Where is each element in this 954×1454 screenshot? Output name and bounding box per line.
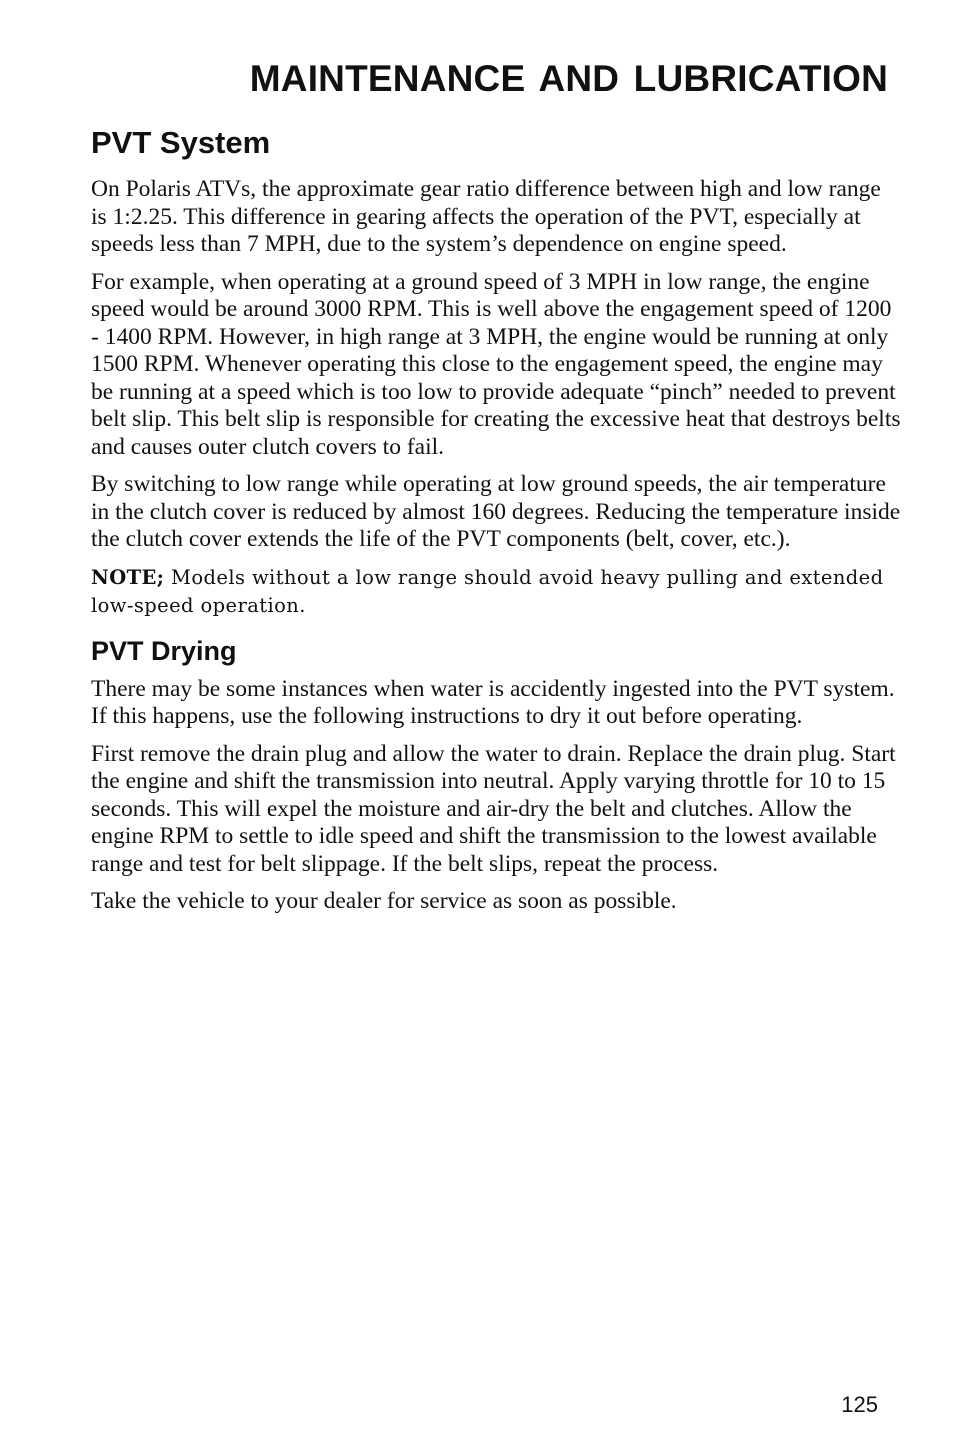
note-label: NOTE; xyxy=(91,565,165,589)
note-paragraph xyxy=(91,564,901,620)
note-body: Models without a low range should avoid heavy pulling and extended low-speed operation. xyxy=(91,565,884,617)
paragraph-drying-procedure: First remove the drain plug and allow the water to drain. Replace the drain plug. Start the engine and shift the transmission into neutral. Apply varying throttle for 10 to 15 seconds. This will expel the moisture and air-dry the belt and clutches. Allow the engine RPM to settle to idle speed and shift the transmission to the lowest available range and test for belt slippage. If the belt slips, repeat the process. xyxy=(91,740,896,877)
section-title-pvt-drying: PVT Drying xyxy=(91,635,237,666)
running-header-title: MAINTENANCE AND LUBRICATION xyxy=(249,58,888,99)
paragraph-low-range-benefit: By switching to low range while operating at low ground speeds, the air temperature in the clutch cover is reduced by almost 160 degrees. Reducing the temperature inside the clutch cover extends the life of the PVT components (belt, cover, etc.). xyxy=(91,471,901,552)
paragraph-example: For example, when operating at a ground speed of 3 MPH in low range, the engine speed would be around 3000 RPM. This is well above the engagement speed of 1200 - 1400 RPM. However, in high range at 3 MPH, the engine would be running at only 1500 RPM. Whenever operating this close to the engagement speed, the engine may be running at a speed which is too low to provide adequate “pinch” needed to prevent belt slip. This belt slip is responsible for creating the excessive heat that destroys belts and causes outer clutch covers to fail. xyxy=(91,268,901,460)
section-title-pvt-system: PVT System xyxy=(91,125,271,160)
section-pvt-drying xyxy=(91,634,901,916)
section-pvt-system xyxy=(91,122,901,620)
paragraph-gear-ratio: On Polaris ATVs, the approximate gear ratio difference between high and low range is 1:2.25. This difference in gearing affects the operation of the PVT, especially at speeds less than 7 MPH, due to the system’s dependence on engine speed. xyxy=(91,176,881,257)
page-number: 125 xyxy=(841,1392,878,1417)
paragraph-water-ingestion: There may be some instances when water is accidently ingested into the PVT system. If this happens, use the following instructions to dry it out before operating. xyxy=(91,675,895,729)
page-content xyxy=(91,122,901,926)
paragraph-dealer-service: Take the vehicle to your dealer for service as soon as possible. xyxy=(91,888,677,914)
